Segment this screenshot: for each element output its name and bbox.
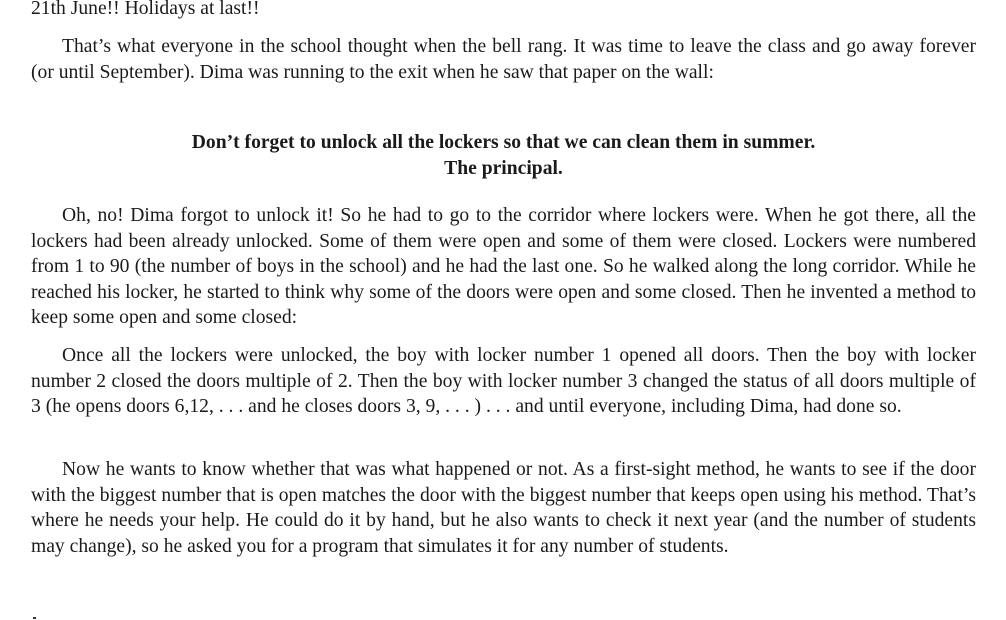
paragraph-intro: That’s what everyone in the school thought when the bell rang. It was time to leave the class and go away forever (or until September). Dima was running to the exit when he saw that paper on the wall: (31, 36, 976, 83)
cut-off-text-mark (33, 617, 36, 619)
paragraph-task: Now he wants to know whether that was what happened or not. As a first-sight method, he wants to see if the door with the biggest number that is open matches the door with the biggest number that keeps open using his method. That’s where he needs your help. He could do it by hand, but he also wants to check it next year (and the number of students may change), so he asked you for a program that simulates it for any number of students. (31, 459, 976, 557)
paragraph-method: Once all the lockers were unlocked, the boy with locker number 1 opened all doors. Then the boy with locker number 2 closed the doors multiple of 2. Then the boy with locker number 3 changed the status of all doors multiple of 3 (he opens doors 6,12, . . . and he closes doors 3, 9, . . . ) . . . and until everyone, including Dima, had done so. (31, 345, 976, 417)
notice-line-1: Don’t forget to unlock all the lockers so that we can clean them in summer. (191, 132, 816, 153)
notice-signature: The principal. (444, 158, 563, 179)
heading-line: 21th June!! Holidays at last!! (31, 0, 260, 19)
paragraph-lockers: Oh, no! Dima forgot to unlock it! So he had to go to the corridor where lockers were. When he got there, all the lockers had been already unlocked. Some of them were open and some of them were closed. Lockers were numbered from 1 to 90 (the number of boys in the school) and he had the last one. So he walked along the long corridor. While he reached his locker, he started to think why some of the doors were open and some closed. Then he invented a method to keep some open and some closed: (31, 205, 976, 328)
